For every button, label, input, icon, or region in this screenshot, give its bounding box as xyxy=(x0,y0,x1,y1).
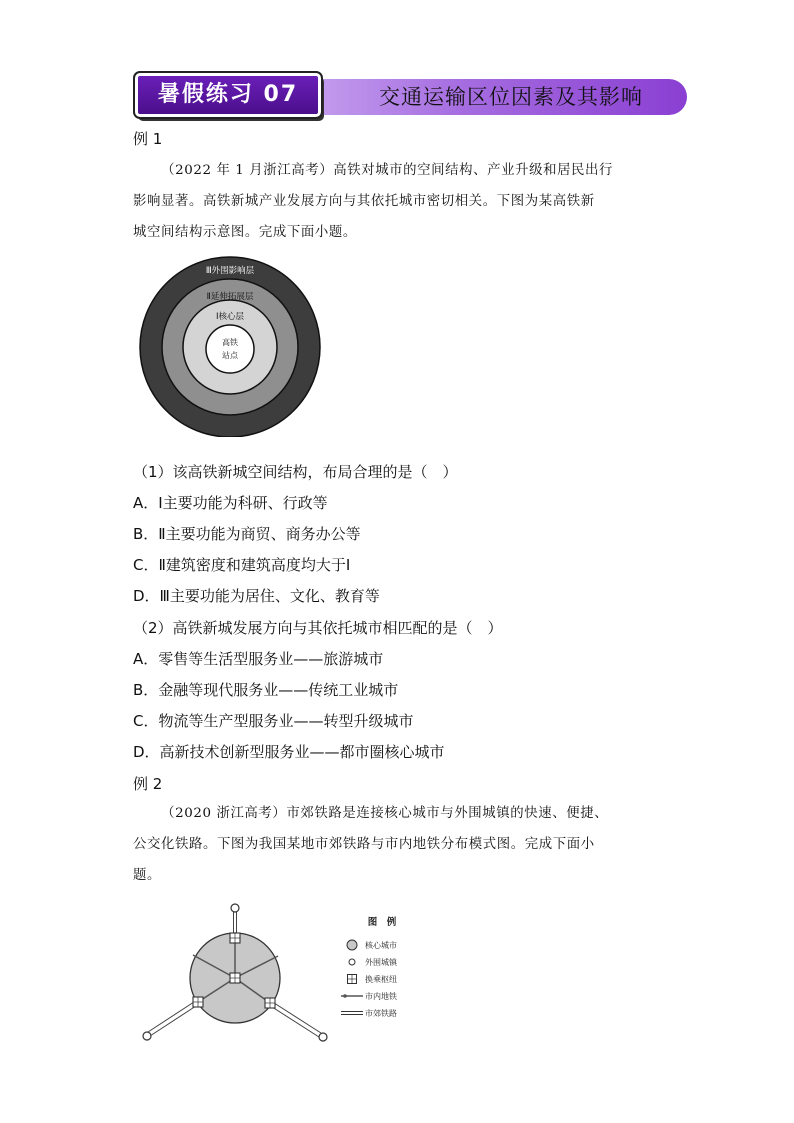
page-title: 交通运输区位因素及其影响 xyxy=(379,85,643,109)
suburban-rail-figure xyxy=(135,900,425,1050)
q2-option-a: A．零售等生活型服务业——旅游城市 xyxy=(133,650,384,668)
ring1-label: Ⅰ核心层 xyxy=(215,312,245,322)
q2-option-b: B．金融等现代服务业——传统工业城市 xyxy=(133,681,399,699)
banner-badge: 暑假练习 07 xyxy=(135,73,321,117)
example1-label: 例 1 xyxy=(133,130,163,148)
town-north xyxy=(231,904,239,912)
section-banner xyxy=(133,73,689,117)
legend-metro: 市内地铁 xyxy=(365,992,397,1001)
example2-intro-line-3: 题。 xyxy=(133,868,161,883)
concentric-rings-figure xyxy=(135,247,325,437)
q1-option-d: D．Ⅲ主要功能为居住、文化、教育等 xyxy=(133,587,380,605)
q2-option-d: D．高新技术创新型服务业——都市圈核心城市 xyxy=(133,743,445,761)
example2-intro-line-2: 公交化铁路。下图为我国某地市郊铁路与市内地铁分布模式图。完成下面小 xyxy=(133,837,595,852)
q1-stem: （1）该高铁新城空间结构，布局合理的是（ ） xyxy=(133,463,458,481)
q1-option-a: A．Ⅰ主要功能为科研、行政等 xyxy=(133,494,328,512)
example1-intro-line-2: 影响显著。高铁新城产业发展方向与其依托城市密切相关。下图为某高铁新 xyxy=(133,194,595,209)
example1-intro xyxy=(133,155,678,248)
legend-core: 核心城市 xyxy=(365,941,397,950)
example2-intro-line-1: （2020 浙江高考）市郊铁路是连接核心城市与外围城镇的快速、便捷、 xyxy=(161,806,609,821)
ring2-label: Ⅱ延伸拓展层 xyxy=(206,292,254,302)
legend-hub: 换乘枢纽 xyxy=(365,975,397,984)
q1-option-b: B．Ⅱ主要功能为商贸、商务办公等 xyxy=(133,525,361,543)
center-label-2: 站点 xyxy=(222,351,238,360)
q1-option-c: C．Ⅱ建筑密度和建筑高度均大于Ⅰ xyxy=(133,556,351,574)
town-southeast xyxy=(319,1033,327,1041)
town-southwest xyxy=(143,1032,151,1040)
legend-core-icon xyxy=(347,940,357,950)
ring3-label: Ⅲ外围影响层 xyxy=(205,266,255,276)
legend-title: 图 例 xyxy=(367,917,397,928)
legend-town: 外围城镇 xyxy=(365,958,397,967)
example1-intro-line-3: 城空间结构示意图。完成下面小题。 xyxy=(133,225,357,240)
legend-town-icon xyxy=(349,959,355,965)
ring-center xyxy=(206,325,254,373)
legend-rail: 市郊铁路 xyxy=(365,1009,397,1018)
example1-intro-line-1: （2022 年 1 月浙江高考）高铁对城市的空间结构、产业升级和居民出行 xyxy=(161,163,614,178)
example2-intro xyxy=(133,798,678,891)
center-label-1: 高铁 xyxy=(222,338,238,347)
q2-option-c: C．物流等生产型服务业——转型升级城市 xyxy=(133,712,414,730)
example2-label: 例 2 xyxy=(133,775,163,793)
q2-stem: （2）高铁新城发展方向与其依托城市相匹配的是（ ） xyxy=(133,619,503,637)
